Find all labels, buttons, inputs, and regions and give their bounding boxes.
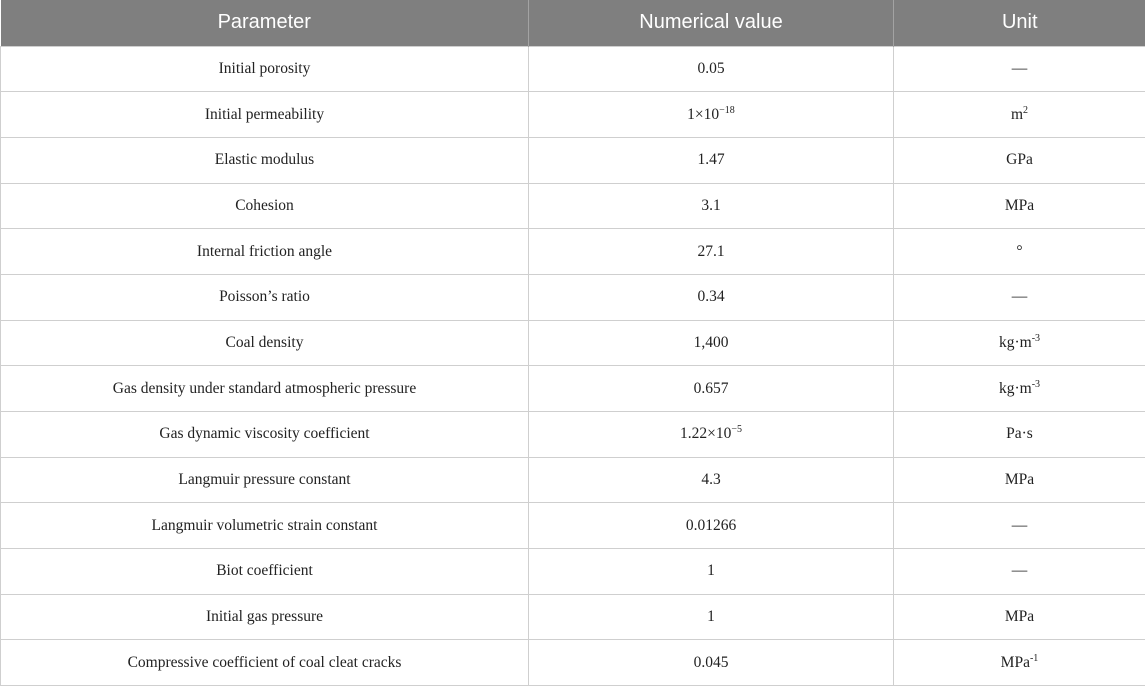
- value-cell: [529, 183, 894, 229]
- value-text: 0.34: [697, 288, 724, 305]
- value-cell: [529, 503, 894, 549]
- parameter-cell: Langmuir volumetric strain constant: [1, 503, 529, 549]
- table-row: [1, 640, 1145, 686]
- parameter-cell: Langmuir pressure constant: [1, 457, 529, 503]
- table-row: [1, 594, 1145, 640]
- unit-cell: [894, 274, 1145, 320]
- parameter-cell: Coal density: [1, 320, 529, 366]
- parameter-cell: Initial porosity: [1, 46, 529, 92]
- header-parameter: Parameter: [1, 0, 529, 46]
- parameter-cell: Initial gas pressure: [1, 594, 529, 640]
- unit-cell: [894, 503, 1145, 549]
- parameter-cell: Biot coefficient: [1, 549, 529, 595]
- value-text: 27.1: [697, 243, 724, 260]
- header-numerical-value: Numerical value: [529, 0, 894, 46]
- unit-text: —: [1012, 288, 1028, 305]
- table-row: [1, 320, 1145, 366]
- value-cell: [529, 640, 894, 686]
- value-text: 1×10: [687, 106, 719, 123]
- table-row: [1, 412, 1145, 458]
- unit-text: MPa: [1005, 608, 1034, 625]
- value-exponent: −5: [731, 424, 742, 435]
- unit-text: MPa: [1005, 197, 1034, 214]
- unit-text: m: [1011, 106, 1023, 123]
- value-cell: [529, 137, 894, 183]
- table-body: [1, 46, 1145, 686]
- value-cell: [529, 92, 894, 138]
- table-row: [1, 457, 1145, 503]
- parameter-cell: Compressive coefficient of coal cleat cracks: [1, 640, 529, 686]
- value-cell: [529, 320, 894, 366]
- table-row: [1, 366, 1145, 412]
- value-exponent: −18: [719, 105, 735, 116]
- unit-exponent: -3: [1032, 333, 1040, 344]
- value-text: 0.045: [694, 654, 729, 671]
- table-row: [1, 229, 1145, 275]
- unit-cell: [894, 320, 1145, 366]
- parameter-cell: Internal friction angle: [1, 229, 529, 275]
- parameter-cell: Gas density under standard atmospheric pressure: [1, 366, 529, 412]
- value-text: 3.1: [701, 197, 720, 214]
- table-row: [1, 274, 1145, 320]
- value-text: 1.22×10: [680, 425, 731, 442]
- unit-cell: [894, 366, 1145, 412]
- table-row: [1, 92, 1145, 138]
- unit-exponent: -3: [1032, 379, 1040, 390]
- value-cell: [529, 46, 894, 92]
- value-cell: [529, 457, 894, 503]
- parameter-cell: Poisson’s ratio: [1, 274, 529, 320]
- header-row: [1, 0, 1145, 46]
- value-cell: [529, 366, 894, 412]
- unit-cell: [894, 183, 1145, 229]
- unit-cell: [894, 594, 1145, 640]
- value-text: 1: [707, 562, 715, 579]
- unit-cell: [894, 229, 1145, 275]
- unit-cell: [894, 549, 1145, 595]
- value-cell: [529, 549, 894, 595]
- unit-cell: [894, 137, 1145, 183]
- unit-text: kg·m: [999, 334, 1032, 351]
- parameter-cell: Initial permeability: [1, 92, 529, 138]
- unit-cell: [894, 640, 1145, 686]
- unit-text: —: [1012, 517, 1028, 534]
- unit-exponent: 2: [1023, 105, 1028, 116]
- parameter-cell: Cohesion: [1, 183, 529, 229]
- value-text: 1,400: [694, 334, 729, 351]
- unit-text: GPa: [1006, 151, 1033, 168]
- value-text: 1.47: [697, 151, 724, 168]
- table-row: [1, 503, 1145, 549]
- table-row: [1, 183, 1145, 229]
- value-text: 0.05: [697, 60, 724, 77]
- value-text: 0.657: [694, 380, 729, 397]
- unit-cell: [894, 412, 1145, 458]
- unit-text: MPa: [1005, 471, 1034, 488]
- value-cell: [529, 274, 894, 320]
- table-row: [1, 46, 1145, 92]
- table-row: [1, 137, 1145, 183]
- unit-exponent: -1: [1030, 653, 1038, 664]
- unit-text: —: [1012, 60, 1028, 77]
- value-text: 0.01266: [686, 517, 736, 534]
- parameter-cell: Elastic modulus: [1, 137, 529, 183]
- unit-text: kg·m: [999, 380, 1032, 397]
- unit-cell: [894, 46, 1145, 92]
- unit-text: MPa: [1001, 654, 1030, 671]
- unit-cell: [894, 457, 1145, 503]
- value-cell: [529, 594, 894, 640]
- header-unit: Unit: [894, 0, 1145, 46]
- value-cell: [529, 229, 894, 275]
- value-cell: [529, 412, 894, 458]
- table-header: [1, 0, 1145, 46]
- unit-text: —: [1012, 562, 1028, 579]
- unit-cell: [894, 92, 1145, 138]
- value-text: 4.3: [701, 471, 720, 488]
- value-text: 1: [707, 608, 715, 625]
- table-row: [1, 549, 1145, 595]
- parameter-cell: Gas dynamic viscosity coefficient: [1, 412, 529, 458]
- unit-text: Pa·s: [1006, 425, 1033, 442]
- unit-text: °: [1016, 243, 1022, 260]
